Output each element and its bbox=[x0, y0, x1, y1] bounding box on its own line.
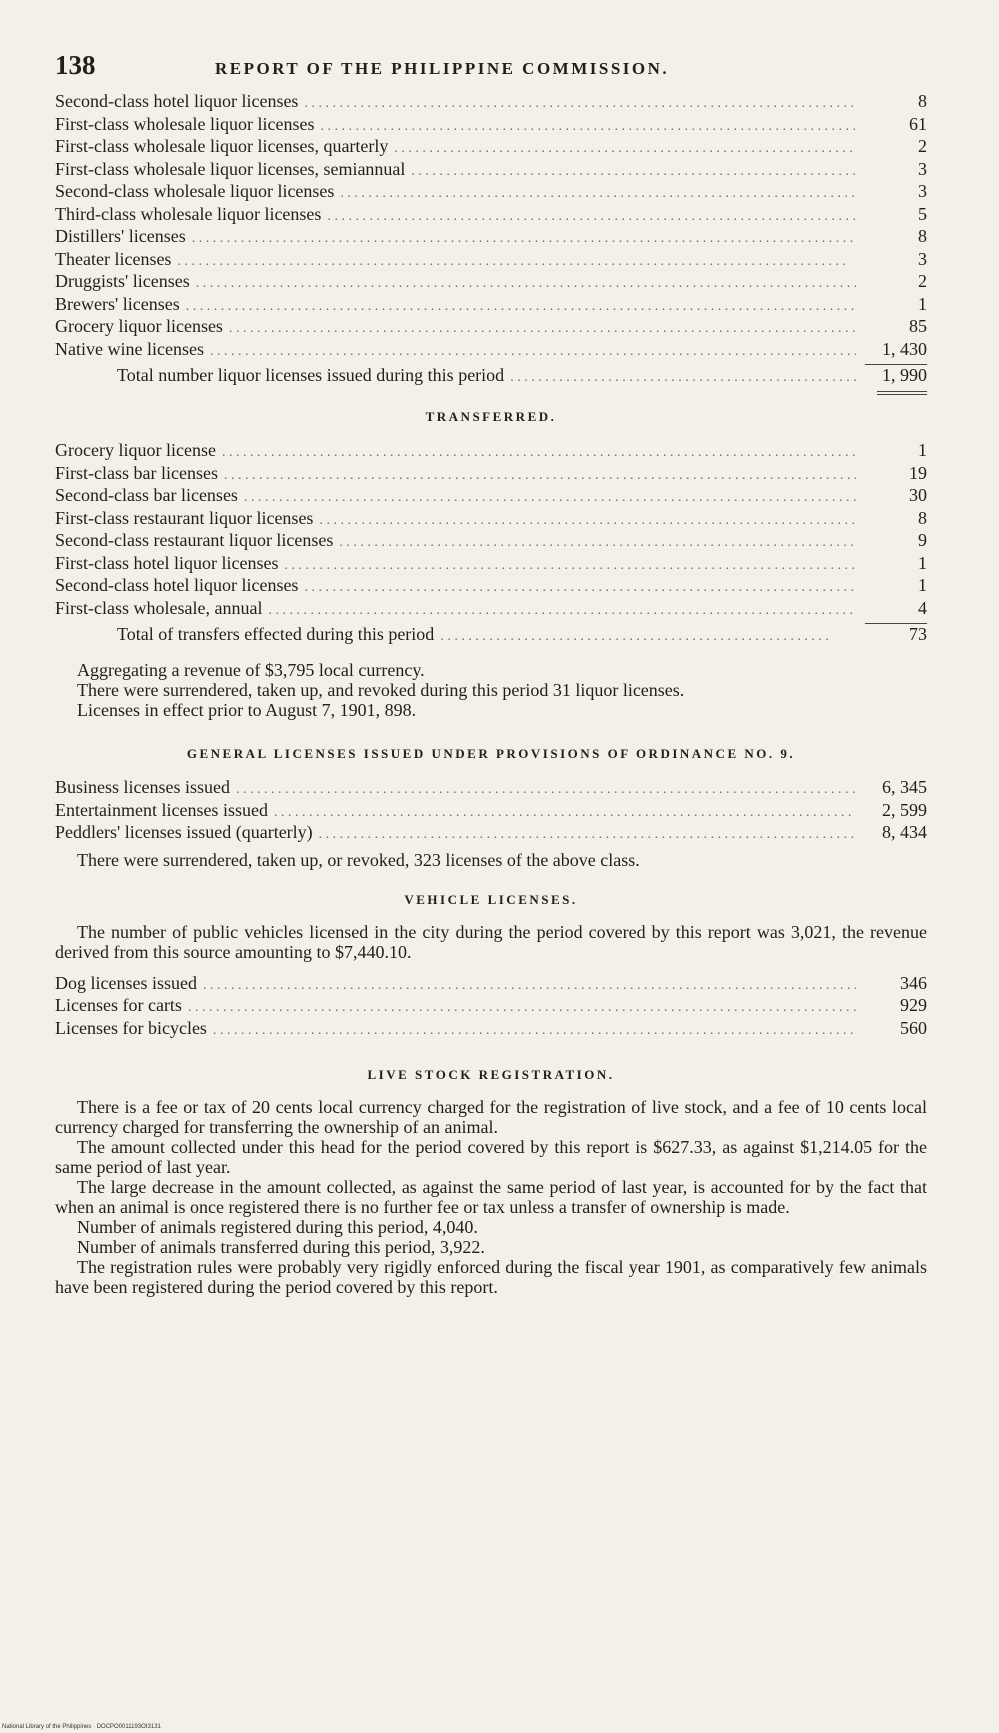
row-label: Business licenses issued bbox=[55, 777, 230, 797]
row-label: First-class wholesale liquor licenses bbox=[55, 113, 315, 134]
paragraph: Licenses in effect prior to August 7, 1901, 898. bbox=[77, 700, 417, 720]
leader-dots bbox=[236, 779, 856, 802]
vehicle-paragraph: The number of public vehicles licensed in the city during the period covered by this report was 3,021, the revenue derived from this source amounting to $7,440.10. bbox=[55, 921, 927, 962]
row-value: 346 bbox=[900, 972, 927, 993]
table-row bbox=[55, 994, 927, 1017]
paragraph: There were surrendered, taken up, and revoked during this period 31 liquor licenses. bbox=[77, 680, 685, 700]
row-value: 1 bbox=[918, 293, 927, 314]
vehicle-licenses-heading: VEHICLE LICENSES. bbox=[404, 891, 578, 907]
row-value: 1, 430 bbox=[882, 338, 927, 359]
row-label: First-class restaurant liquor licenses bbox=[55, 507, 314, 528]
row-value: 8 bbox=[918, 226, 927, 246]
row-label: First-class wholesale, annual bbox=[55, 597, 263, 618]
row-label: First-class bar licenses bbox=[55, 462, 218, 483]
leader-dots bbox=[244, 487, 856, 510]
table-row bbox=[55, 529, 927, 552]
transfer-notes bbox=[55, 660, 927, 720]
row-value: 1 bbox=[918, 552, 927, 573]
leader-dots bbox=[224, 465, 856, 488]
running-head: REPORT OF THE PHILIPPINE COMMISSION. bbox=[215, 59, 670, 78]
row-label: Licenses for bicycles bbox=[55, 1017, 207, 1038]
row-label: First-class hotel liquor licenses bbox=[55, 552, 279, 573]
row-value: 85 bbox=[909, 316, 927, 336]
row-value: 2 bbox=[918, 271, 927, 291]
leader-dots bbox=[340, 183, 856, 206]
leader-dots bbox=[188, 997, 856, 1020]
row-value: 4 bbox=[918, 597, 927, 618]
row-value: 3 bbox=[918, 181, 927, 201]
table-row bbox=[55, 225, 927, 248]
table-row bbox=[55, 338, 927, 361]
leader-dots bbox=[177, 251, 856, 274]
paragraph: Number of animals transferred during this period, 3,922. bbox=[77, 1237, 485, 1257]
total-label: Total number liquor licenses issued during this period bbox=[117, 365, 505, 385]
row-label: Second-class hotel liquor licenses bbox=[55, 91, 299, 111]
row-value: 3 bbox=[918, 248, 927, 269]
row-value: 19 bbox=[909, 462, 927, 483]
paragraph: Number of animals registered during this period, 4,040. bbox=[77, 1217, 478, 1237]
table-row bbox=[55, 799, 927, 822]
row-label: Druggists' licenses bbox=[55, 271, 190, 291]
paragraph: The amount collected under this head for the period covered by this report is $627.33, as against $1,214.05 for the same period of last year. bbox=[55, 1137, 927, 1177]
leader-dots bbox=[268, 600, 856, 623]
row-label: Dog licenses issued bbox=[55, 972, 197, 993]
general-licenses-heading: GENERAL LICENSES ISSUED UNDER PROVISIONS OF ORDINANCE NO. 9. bbox=[186, 746, 796, 761]
row-value: 1 bbox=[918, 575, 927, 595]
row-value: 8 bbox=[918, 91, 927, 111]
vehicle-licenses-table bbox=[55, 972, 927, 1040]
table-row bbox=[55, 597, 927, 620]
leader-dots bbox=[510, 370, 856, 386]
leader-dots bbox=[319, 824, 856, 847]
table-row bbox=[55, 158, 927, 181]
leader-dots bbox=[304, 577, 856, 600]
paragraph: Aggregating a revenue of $3,795 local currency. bbox=[77, 660, 425, 680]
leader-dots bbox=[186, 296, 856, 319]
row-label: Second-class hotel liquor licenses bbox=[55, 575, 299, 595]
row-value: 2, 599 bbox=[882, 799, 927, 820]
leader-dots bbox=[440, 629, 856, 645]
row-value: 8, 434 bbox=[882, 822, 927, 842]
row-label: Grocery liquor license bbox=[55, 440, 216, 460]
table-row bbox=[55, 270, 927, 293]
leader-dots bbox=[394, 138, 856, 161]
row-label: Third-class wholesale liquor licenses bbox=[55, 203, 322, 224]
row-value: 5 bbox=[918, 203, 927, 224]
row-value: 8 bbox=[918, 507, 927, 528]
leader-dots bbox=[274, 802, 856, 825]
leader-dots bbox=[196, 273, 856, 296]
table-row bbox=[55, 203, 927, 226]
leader-dots bbox=[210, 341, 856, 364]
row-label: Native wine licenses bbox=[55, 338, 204, 359]
leader-dots bbox=[284, 555, 856, 578]
row-value: 9 bbox=[918, 530, 927, 550]
row-label: Distillers' licenses bbox=[55, 226, 186, 246]
table-row bbox=[55, 462, 927, 485]
livestock-text bbox=[55, 1097, 927, 1297]
table-row bbox=[55, 90, 927, 113]
paragraph: The registration rules were probably very rigidly enforced during the fiscal year 1901, as comparatively few animals have been registered during the period covered by this report. bbox=[55, 1257, 927, 1297]
scan-footer: National Library of the Philippines · DOCPO0011193OI3131 bbox=[2, 1724, 161, 1730]
row-value: 1 bbox=[918, 440, 927, 460]
transferred-licenses-table bbox=[55, 439, 927, 619]
row-value: 61 bbox=[909, 113, 927, 134]
transferred-heading: TRANSFERRED. bbox=[425, 409, 557, 424]
general-licenses-table bbox=[55, 776, 927, 844]
general-note: There were surrendered, taken up, or revoked, 323 licenses of the above class. bbox=[77, 849, 640, 870]
row-label: First-class wholesale liquor licenses, semiannual bbox=[55, 158, 406, 179]
table-row bbox=[55, 776, 927, 799]
table-row bbox=[55, 972, 927, 995]
table-row bbox=[55, 552, 927, 575]
leader-dots bbox=[304, 93, 856, 116]
paragraph: The large decrease in the amount collected, as against the same period of last year, is accounted for by the fact that when an animal is once registered there is no further fee or tax unless a transfer of ownership is made. bbox=[55, 1177, 927, 1217]
row-label: Entertainment licenses issued bbox=[55, 799, 268, 820]
table-row bbox=[55, 315, 927, 338]
table-row bbox=[55, 821, 927, 844]
row-label: Second-class bar licenses bbox=[55, 485, 238, 505]
table-row bbox=[55, 293, 927, 316]
row-label: Peddlers' licenses issued (quarterly) bbox=[55, 822, 313, 842]
total-value: 73 bbox=[909, 624, 927, 644]
transferred-total-row bbox=[55, 624, 927, 650]
row-value: 3 bbox=[918, 158, 927, 179]
table-row bbox=[55, 113, 927, 136]
leader-dots bbox=[339, 532, 856, 555]
total-value: 1, 990 bbox=[882, 365, 927, 385]
table-row bbox=[55, 135, 927, 158]
row-value: 560 bbox=[900, 1017, 927, 1038]
total-label: Total of transfers effected during this period bbox=[117, 624, 435, 644]
table-row bbox=[55, 507, 927, 530]
row-label: Grocery liquor licenses bbox=[55, 316, 223, 336]
leader-dots bbox=[319, 510, 856, 533]
leader-dots bbox=[213, 1020, 856, 1043]
leader-dots bbox=[203, 975, 856, 998]
row-label: Licenses for carts bbox=[55, 995, 182, 1015]
row-label: Second-class wholesale liquor licenses bbox=[55, 181, 335, 201]
paragraph: There is a fee or tax of 20 cents local currency charged for the registration of live stock, and a fee of 10 cents local currency charged for transferring the ownership of an animal. bbox=[55, 1097, 927, 1137]
document-page bbox=[55, 50, 927, 1297]
leader-dots bbox=[327, 206, 856, 229]
table-row bbox=[55, 484, 927, 507]
row-label: First-class wholesale liquor licenses, quarterly bbox=[55, 136, 389, 156]
table-row bbox=[55, 1017, 927, 1040]
page-number: 138 bbox=[55, 50, 96, 80]
leader-dots bbox=[192, 228, 856, 251]
row-label: Theater licenses bbox=[55, 248, 172, 269]
row-value: 30 bbox=[909, 485, 927, 505]
issued-licenses-table bbox=[55, 90, 927, 360]
row-value: 929 bbox=[900, 995, 927, 1015]
row-label: Brewers' licenses bbox=[55, 293, 180, 314]
row-label: Second-class restaurant liquor licenses bbox=[55, 530, 334, 550]
livestock-heading: LIVE STOCK REGISTRATION. bbox=[367, 1067, 615, 1082]
leader-dots bbox=[411, 161, 856, 184]
leader-dots bbox=[222, 442, 856, 465]
issued-total-row bbox=[55, 365, 927, 391]
leader-dots bbox=[229, 318, 856, 341]
table-row bbox=[55, 180, 927, 203]
leader-dots bbox=[320, 116, 856, 139]
table-row bbox=[55, 574, 927, 597]
row-value: 6, 345 bbox=[882, 777, 927, 797]
table-row bbox=[55, 439, 927, 462]
page-header bbox=[55, 50, 927, 90]
double-rule bbox=[877, 391, 927, 395]
table-row bbox=[55, 248, 927, 271]
row-value: 2 bbox=[918, 136, 927, 156]
